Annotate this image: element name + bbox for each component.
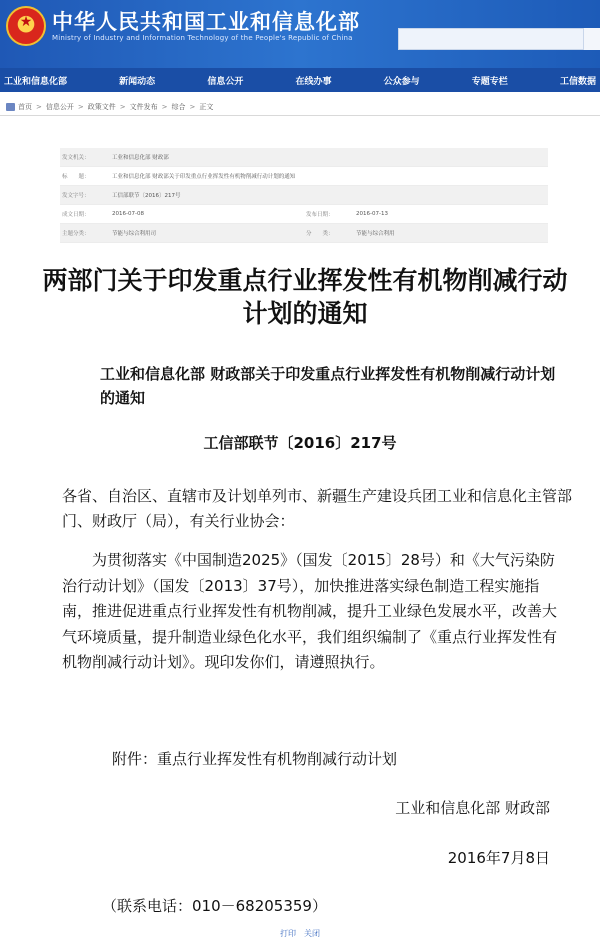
breadcrumb-policy[interactable]: 政策文件 [87,102,116,111]
document-subtitle: 工业和信息化部 财政部关于印发重点行业挥发性有机物削减行动计划的通知 [100,365,556,407]
breadcrumb-release[interactable]: 文件发布 [129,102,158,111]
breadcrumb: 首页 > 信息公开 > 政策文件 > 文件发布 > 综合 > 正文 [0,98,600,116]
nav-item-news[interactable]: 新闻动态 [119,76,156,87]
breadcrumb-general[interactable]: 综合 [171,102,186,111]
document-contact: （联系电话：010－68205359） [102,897,327,915]
meta-row: 发文机关： 工业和信息化部 财政部 [60,148,548,167]
nav-item-home[interactable]: 工业和信息化部 [4,76,68,87]
nav-item-topics[interactable]: 专题专栏 [471,76,508,87]
breadcrumb-home[interactable]: 首页 [18,102,32,111]
site-subtitle: Ministry of Industry and Information Technology of the People's Republic of China [52,34,353,42]
site-header [0,0,600,68]
meta-row: 发文字号： 工信部联节〔2016〕217号 [60,186,548,205]
print-close-links[interactable]: 打印 关闭 [280,929,320,938]
meta-row: 主题分类： 节能与综合利用司 分 类： 节能与综合利用 [60,224,548,243]
document-title: 两部门关于印发重点行业挥发性有机物削减行动计划的通知 [42,266,568,328]
document-date: 2016年7月8日 [447,849,550,867]
document-body [62,548,562,676]
nav-item-data[interactable]: 工信数据 [559,76,596,87]
main-nav [0,68,600,92]
meta-row: 成文日期： 2016-07-08 发布日期： 2016-07-13 [60,205,548,224]
breadcrumb-current: 正文 [199,102,214,111]
document-attachment: 附件：重点行业挥发性有机物削减行动计划 [112,750,398,768]
nav-item-online[interactable]: 在线办事 [295,76,332,87]
home-icon [6,103,15,111]
search-button[interactable] [584,28,600,50]
breadcrumb-info[interactable]: 信息公开 [45,102,74,111]
document-number: 工信部联节〔2016〕217号 [203,434,397,452]
national-emblem-icon [6,6,46,46]
document-addressee: 各省、自治区、直辖市及计划单列市、新疆生产建设兵团工业和信息化主管部门、财政厅（局），有关行业协会： [62,487,573,530]
nav-item-public[interactable]: 公众参与 [383,76,420,87]
document-body-text: 为贯彻落实《中国制造2025》（国发〔2015〕28号）和《大气污染防治行动计划》（国发〔2013〕37号），加快推进落实绿色制造工程实施指南，推进促进重点行业挥发性有机物削减，提升工业绿色发展水平，改善大气环境质量，提升制造业绿色化水平，我们组织编制了《重点行业挥发性有机物削减行动计划》。现印发你们，请遵照执行。 [62,551,558,671]
search-input[interactable] [398,28,584,50]
document-meta-table [60,148,548,243]
nav-item-info[interactable]: 信息公开 [207,76,244,87]
site-title[interactable]: 中华人民共和国工业和信息化部 [52,10,360,34]
document-signer: 工业和信息化部 财政部 [395,799,550,817]
meta-row: 标 题： 工业和信息化部 财政部关于印发重点行业挥发性有机物削减行动计划的通知 [60,167,548,186]
